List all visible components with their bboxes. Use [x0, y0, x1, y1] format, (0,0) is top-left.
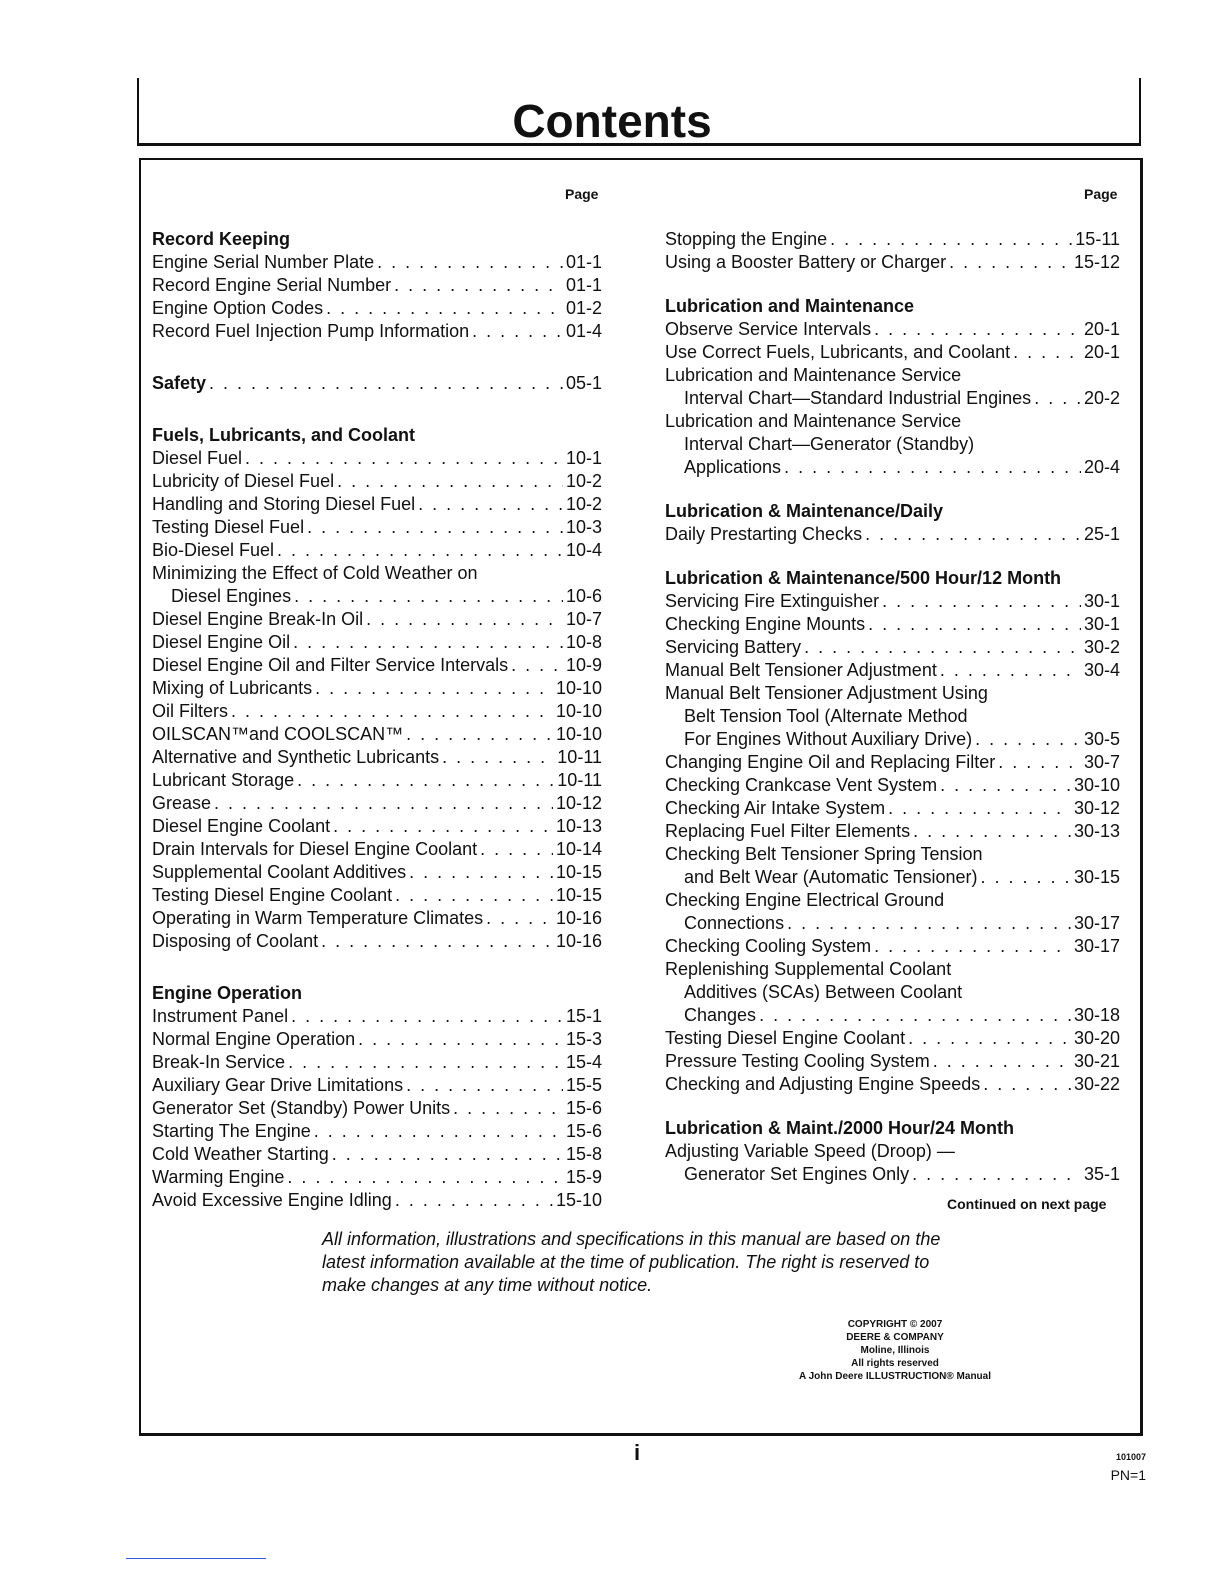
- toc-entry[interactable]: [152, 631, 602, 654]
- entry-page: 30-17: [1073, 913, 1120, 933]
- manual-type-line: A John Deere ILLUSTRUCTION® Manual: [798, 1371, 991, 1382]
- dot-leader: [214, 792, 553, 815]
- entry-title-line: Additives (SCAs) Between Coolant: [684, 982, 963, 1002]
- toc-entry[interactable]: [665, 590, 1120, 613]
- toc-entry[interactable]: [665, 797, 1120, 820]
- dot-leader: [333, 815, 553, 838]
- entry-title: Instrument Panel: [152, 1006, 289, 1026]
- entry-title: Testing Diesel Engine Coolant: [665, 1028, 906, 1048]
- section-heading: Lubrication & Maintenance/500 Hour/12 Month: [665, 568, 1062, 588]
- dot-leader: [486, 907, 553, 930]
- entry-title: Lubricant Storage: [152, 770, 295, 790]
- entry-title: Normal Engine Operation: [152, 1029, 356, 1049]
- toc-section: [152, 372, 602, 395]
- toc-section: [665, 228, 1120, 274]
- entry-page: 10-3: [565, 517, 602, 537]
- dot-leader: [480, 838, 553, 861]
- entry-page: 30-21: [1073, 1051, 1120, 1071]
- toc-entry[interactable]: [665, 820, 1120, 843]
- entry-title: Oil Filters: [152, 701, 228, 721]
- dot-leader: [874, 318, 1081, 341]
- dot-leader: [453, 1097, 563, 1120]
- toc-entry[interactable]: [152, 1166, 602, 1189]
- section-gap: [665, 546, 1120, 567]
- toc-entry[interactable]: [665, 523, 1120, 546]
- dot-leader: [472, 320, 563, 343]
- entry-page: 30-7: [1083, 752, 1120, 772]
- dot-leader: [314, 1120, 563, 1143]
- dot-leader: [804, 636, 1081, 659]
- toc-entry[interactable]: [152, 815, 602, 838]
- entry-title: Checking Air Intake System: [665, 798, 886, 818]
- toc-section: [665, 1117, 1120, 1186]
- entry-page: 10-2: [565, 471, 602, 491]
- entry-page: 30-22: [1073, 1074, 1120, 1094]
- entry-page: 30-4: [1083, 660, 1120, 680]
- dot-leader: [940, 774, 1071, 797]
- entry-title: Engine Serial Number Plate: [152, 252, 375, 272]
- toc-entry[interactable]: [665, 318, 1120, 341]
- dot-leader: [912, 1163, 1081, 1186]
- toc-entry[interactable]: [665, 251, 1120, 274]
- toc-entry[interactable]: [665, 1073, 1120, 1096]
- toc-left-column: [152, 228, 602, 1212]
- dot-leader: [394, 274, 563, 297]
- entry-page: 15-5: [565, 1075, 602, 1095]
- entry-title: Lubricity of Diesel Fuel: [152, 471, 335, 491]
- entry-page: 25-1: [1083, 524, 1120, 544]
- dot-leader: [949, 251, 1071, 274]
- entry-page: 10-7: [565, 609, 602, 629]
- entry-title: Supplemental Coolant Additives: [152, 862, 407, 882]
- entry-title: Replacing Fuel Filter Elements: [665, 821, 911, 841]
- toc-entry[interactable]: [665, 728, 1120, 751]
- entry-page: 30-13: [1073, 821, 1120, 841]
- entry-title: Servicing Fire Extinguisher: [665, 591, 880, 611]
- toc-entry[interactable]: [665, 1004, 1120, 1027]
- pn-label: PN=1: [1110, 1467, 1146, 1483]
- entry-title: Disposing of Coolant: [152, 931, 319, 951]
- entry-page: 01-4: [565, 321, 602, 341]
- toc-section: [665, 567, 1120, 1096]
- toc-entry[interactable]: [665, 659, 1120, 682]
- entry-title: Operating in Warm Temperature Climates: [152, 908, 484, 928]
- toc-entry[interactable]: [152, 1189, 602, 1212]
- dot-leader: [759, 1004, 1071, 1027]
- section-gap: [152, 395, 602, 424]
- entry-page: 10-16: [555, 931, 602, 951]
- toc-entry[interactable]: [152, 297, 602, 320]
- dot-leader: [377, 251, 563, 274]
- toc-entry[interactable]: [152, 654, 602, 677]
- entry-page: 20-2: [1083, 388, 1120, 408]
- section-heading: Lubrication and Maintenance: [665, 296, 915, 316]
- entry-title: Testing Diesel Engine Coolant: [152, 885, 393, 905]
- dot-leader: [293, 631, 563, 654]
- dot-leader: [297, 769, 554, 792]
- toc-entry[interactable]: [665, 751, 1120, 774]
- entry-page: 35-1: [1083, 1164, 1120, 1184]
- entry-title-line: Adjusting Variable Speed (Droop) —: [665, 1141, 955, 1161]
- entry-page: 30-15: [1073, 867, 1120, 887]
- entry-page: 10-4: [565, 540, 602, 560]
- entry-page: 30-12: [1073, 798, 1120, 818]
- dot-leader: [326, 297, 563, 320]
- entry-title: Changing Engine Oil and Replacing Filter: [665, 752, 996, 772]
- entry-title: Using a Booster Battery or Charger: [665, 252, 947, 272]
- entry-title: Diesel Engine Oil and Filter Service Intervals: [152, 655, 509, 675]
- toc-entry[interactable]: [152, 274, 602, 297]
- entry-title: Record Engine Serial Number: [152, 275, 392, 295]
- entry-title: Engine Option Codes: [152, 298, 324, 318]
- toc-section: [152, 424, 602, 953]
- toc-entry[interactable]: [152, 930, 602, 953]
- toc-entry[interactable]: [152, 1005, 602, 1028]
- toc-entry[interactable]: [152, 838, 602, 861]
- dot-leader: [998, 751, 1081, 774]
- dot-leader: [245, 447, 563, 470]
- continued-note: Continued on next page: [947, 1196, 1107, 1212]
- toc-entry[interactable]: [152, 861, 602, 884]
- page-title: Contents: [512, 95, 712, 147]
- entry-page: 10-8: [565, 632, 602, 652]
- toc-section: [152, 982, 602, 1212]
- toc-entry[interactable]: [665, 456, 1120, 479]
- entry-page: 10-11: [557, 770, 602, 790]
- dot-leader: [908, 1027, 1071, 1050]
- toc-entry[interactable]: [152, 1051, 602, 1074]
- section-gap: [665, 1096, 1120, 1117]
- entry-title: Diesel Fuel: [152, 448, 243, 468]
- entry-page: 15-1: [565, 1006, 602, 1026]
- toc-entry[interactable]: [665, 912, 1120, 935]
- page-column-header-right: Page: [1084, 186, 1118, 202]
- entry-page: 15-12: [1073, 252, 1120, 272]
- entry-title-line: Checking Belt Tensioner Spring Tension: [665, 844, 983, 864]
- entry-page: 20-4: [1083, 457, 1120, 477]
- copyright-block: [760, 1318, 1030, 1383]
- toc-entry[interactable]: [152, 608, 602, 631]
- entry-page: 30-5: [1083, 729, 1120, 749]
- entry-title-line: Minimizing the Effect of Cold Weather on: [152, 563, 478, 583]
- toc-entry[interactable]: [152, 769, 602, 792]
- dot-leader: [395, 1189, 553, 1212]
- entry-page: 30-2: [1083, 637, 1120, 657]
- dot-leader: [395, 884, 553, 907]
- section-heading: Engine Operation: [152, 983, 303, 1003]
- dot-leader: [442, 746, 554, 769]
- rights-line: All rights reserved: [851, 1358, 939, 1369]
- dot-leader: [291, 1005, 563, 1028]
- dot-leader: [337, 470, 563, 493]
- entry-page: 30-1: [1083, 591, 1120, 611]
- entry-title-line: Replenishing Supplemental Coolant: [665, 959, 952, 979]
- dot-leader: [980, 866, 1070, 889]
- toc-right-column: [665, 228, 1120, 1186]
- toc-entry[interactable]: [152, 677, 602, 700]
- entry-page: 01-2: [565, 298, 602, 318]
- entry-title: Use Correct Fuels, Lubricants, and Coolant: [665, 342, 1011, 362]
- entry-page: 15-9: [565, 1167, 602, 1187]
- toc-entry[interactable]: [665, 774, 1120, 797]
- entry-page: 15-6: [565, 1098, 602, 1118]
- entry-title: Safety: [152, 373, 207, 393]
- entry-title: Starting The Engine: [152, 1121, 311, 1141]
- entry-page: 30-18: [1073, 1005, 1120, 1025]
- entry-title: Changes: [684, 1005, 757, 1025]
- dot-leader: [865, 523, 1081, 546]
- toc-entry[interactable]: [152, 251, 602, 274]
- toc-entry[interactable]: [665, 1163, 1120, 1186]
- entry-page: 30-17: [1073, 936, 1120, 956]
- dot-leader: [231, 700, 553, 723]
- entry-title-line: Manual Belt Tensioner Adjustment Using: [665, 683, 988, 703]
- toc-entry[interactable]: [665, 866, 1120, 889]
- toc-entry[interactable]: [152, 723, 602, 746]
- toc-entry[interactable]: [152, 884, 602, 907]
- dot-leader: [288, 1051, 563, 1074]
- dot-leader: [409, 861, 553, 884]
- toc-section: [665, 500, 1120, 546]
- toc-entry[interactable]: [152, 1028, 602, 1051]
- toc-entry[interactable]: [152, 700, 602, 723]
- section-gap: [152, 343, 602, 372]
- toc-entry[interactable]: [152, 470, 602, 493]
- entry-page: 10-13: [555, 816, 602, 836]
- entry-page: 10-10: [555, 678, 602, 698]
- entry-page: 05-1: [565, 373, 602, 393]
- dot-leader: [366, 608, 563, 631]
- entry-page: 10-10: [555, 724, 602, 744]
- entry-title: Generator Set Engines Only: [684, 1164, 910, 1184]
- entry-title: Applications: [684, 457, 782, 477]
- entry-page: 10-10: [555, 701, 602, 721]
- entry-page: 10-15: [555, 862, 602, 882]
- entry-title: Drain Intervals for Diesel Engine Coolant: [152, 839, 478, 859]
- dot-leader: [1034, 387, 1081, 410]
- section-heading: Record Keeping: [152, 229, 291, 249]
- section-gap: [152, 953, 602, 982]
- entry-title: Bio-Diesel Fuel: [152, 540, 275, 560]
- entry-title: Connections: [684, 913, 785, 933]
- dot-leader: [287, 1166, 563, 1189]
- dot-leader: [209, 372, 563, 395]
- toc-entry[interactable]: [152, 493, 602, 516]
- toc-entry[interactable]: [152, 792, 602, 815]
- dot-leader: [332, 1143, 563, 1166]
- toc-entry[interactable]: [152, 447, 602, 470]
- entry-title: Checking Engine Mounts: [665, 614, 866, 634]
- dot-leader: [913, 820, 1071, 843]
- toc-entry[interactable]: [152, 1097, 602, 1120]
- entry-title: Handling and Storing Diesel Fuel: [152, 494, 416, 514]
- entry-page: 10-14: [555, 839, 602, 859]
- toc-entry[interactable]: [152, 585, 602, 608]
- dot-leader: [321, 930, 553, 953]
- toc-entry[interactable]: [665, 935, 1120, 958]
- entry-page: 10-2: [565, 494, 602, 514]
- toc-entry[interactable]: [152, 539, 602, 562]
- entry-page: 15-8: [565, 1144, 602, 1164]
- entry-page: 10-1: [565, 448, 602, 468]
- entry-title: Checking and Adjusting Engine Speeds: [665, 1074, 981, 1094]
- entry-page: 01-1: [565, 275, 602, 295]
- dot-leader: [983, 1073, 1071, 1096]
- section-gap: [665, 479, 1120, 500]
- entry-title: Stopping the Engine: [665, 229, 828, 249]
- entry-title-line: Interval Chart—Generator (Standby): [684, 434, 975, 454]
- entry-page: 10-16: [555, 908, 602, 928]
- dot-leader: [358, 1028, 563, 1051]
- entry-title: Avoid Excessive Engine Idling: [152, 1190, 392, 1210]
- dot-leader: [940, 659, 1081, 682]
- dot-leader: [874, 935, 1071, 958]
- dot-leader: [933, 1050, 1071, 1073]
- page-number: i: [634, 1440, 641, 1465]
- entry-title: Diesel Engine Coolant: [152, 816, 331, 836]
- dot-leader: [294, 585, 563, 608]
- entry-page: 15-10: [555, 1190, 602, 1210]
- entry-title: Grease: [152, 793, 212, 813]
- entry-page: 10-11: [557, 747, 602, 767]
- entry-title: Pressure Testing Cooling System: [665, 1051, 930, 1071]
- dot-leader: [277, 539, 563, 562]
- dot-leader: [888, 797, 1071, 820]
- dot-leader: [315, 677, 553, 700]
- entry-title: Diesel Engines: [171, 586, 292, 606]
- entry-title-line: Lubrication and Maintenance Service: [665, 411, 962, 431]
- section-gap: [665, 274, 1120, 295]
- section-heading: Lubrication & Maintenance/Daily: [665, 501, 944, 521]
- dot-leader: [830, 228, 1072, 251]
- entry-title: Interval Chart—Standard Industrial Engines: [684, 388, 1032, 408]
- entry-page: 30-20: [1073, 1028, 1120, 1048]
- toc-entry[interactable]: [152, 1074, 602, 1097]
- entry-title: Servicing Battery: [665, 637, 802, 657]
- toc-entry[interactable]: [152, 372, 602, 395]
- toc-entry[interactable]: [665, 387, 1120, 410]
- toc-entry[interactable]: [152, 907, 602, 930]
- dot-leader: [882, 590, 1081, 613]
- toc-section: [152, 228, 602, 343]
- entry-title: Checking Cooling System: [665, 936, 872, 956]
- dot-leader: [406, 723, 553, 746]
- toc-entry[interactable]: [665, 228, 1120, 251]
- entry-title-line: Checking Engine Electrical Ground: [665, 890, 945, 910]
- entry-title: Testing Diesel Fuel: [152, 517, 305, 537]
- bottom-rule: [126, 1558, 266, 1559]
- toc-entry[interactable]: [152, 746, 602, 769]
- entry-title: Alternative and Synthetic Lubricants: [152, 747, 440, 767]
- toc-entry[interactable]: [665, 613, 1120, 636]
- entry-page: 01-1: [565, 252, 602, 272]
- copyright-line: COPYRIGHT © 2007: [847, 1319, 943, 1330]
- entry-title-line: Belt Tension Tool (Alternate Method: [684, 706, 968, 726]
- entry-title-line: Lubrication and Maintenance Service: [665, 365, 962, 385]
- toc-entry[interactable]: [152, 1120, 602, 1143]
- entry-title: Checking Crankcase Vent System: [665, 775, 938, 795]
- entry-title: OILSCAN™and COOLSCAN™: [152, 724, 404, 744]
- dot-leader: [784, 456, 1081, 479]
- dot-leader: [868, 613, 1081, 636]
- location-line: Moline, Illinois: [860, 1345, 930, 1356]
- toc-entry[interactable]: [665, 341, 1120, 364]
- entry-page: 15-4: [565, 1052, 602, 1072]
- entry-page: 30-1: [1083, 614, 1120, 634]
- entry-title: Auxiliary Gear Drive Limitations: [152, 1075, 404, 1095]
- document-code: 101007: [1115, 1452, 1146, 1462]
- entry-page: 10-9: [565, 655, 602, 675]
- entry-title: Daily Prestarting Checks: [665, 524, 863, 544]
- entry-title: Manual Belt Tensioner Adjustment: [665, 660, 937, 680]
- entry-title: Record Fuel Injection Pump Information: [152, 321, 470, 341]
- dot-leader: [418, 493, 563, 516]
- toc-entry[interactable]: [665, 636, 1120, 659]
- entry-page: 10-12: [555, 793, 602, 813]
- dot-leader: [975, 728, 1081, 751]
- dot-leader: [787, 912, 1071, 935]
- entry-title: For Engines Without Auxiliary Drive): [684, 729, 973, 749]
- dot-leader: [307, 516, 563, 539]
- disclaimer: All information, illustrations and specifications in this manual are based on the latest information available at the time of publication. The right is reserved to make changes at any time without notice.: [322, 1229, 941, 1295]
- entry-page: 30-10: [1073, 775, 1120, 795]
- toc-entry[interactable]: [152, 516, 602, 539]
- entry-page: 10-6: [565, 586, 602, 606]
- entry-title: Diesel Engine Oil: [152, 632, 291, 652]
- toc-section: [665, 295, 1120, 479]
- entry-page: 20-1: [1083, 342, 1120, 362]
- entry-title: Observe Service Intervals: [665, 319, 872, 339]
- dot-leader: [511, 654, 563, 677]
- entry-title: Warming Engine: [152, 1167, 285, 1187]
- toc-entry[interactable]: [152, 1143, 602, 1166]
- entry-page: 20-1: [1083, 319, 1120, 339]
- entry-page: 10-15: [555, 885, 602, 905]
- entry-page: 15-11: [1075, 229, 1120, 249]
- entry-title: Mixing of Lubricants: [152, 678, 313, 698]
- entry-title: Cold Weather Starting: [152, 1144, 329, 1164]
- section-heading: Fuels, Lubricants, and Coolant: [152, 425, 416, 445]
- publisher-line: DEERE & COMPANY: [846, 1332, 944, 1343]
- page-column-header-left: Page: [565, 186, 599, 202]
- entry-title: Break-In Service: [152, 1052, 286, 1072]
- entry-title: Generator Set (Standby) Power Units: [152, 1098, 451, 1118]
- section-heading: Lubrication & Maint./2000 Hour/24 Month: [665, 1118, 1015, 1138]
- entry-page: 15-6: [565, 1121, 602, 1141]
- dot-leader: [406, 1074, 563, 1097]
- entry-title: and Belt Wear (Automatic Tensioner): [684, 867, 978, 887]
- toc-entry[interactable]: [152, 320, 602, 343]
- toc-entry[interactable]: [665, 1027, 1120, 1050]
- entry-title: Diesel Engine Break-In Oil: [152, 609, 364, 629]
- toc-entry[interactable]: [665, 1050, 1120, 1073]
- entry-page: 15-3: [565, 1029, 602, 1049]
- dot-leader: [1013, 341, 1081, 364]
